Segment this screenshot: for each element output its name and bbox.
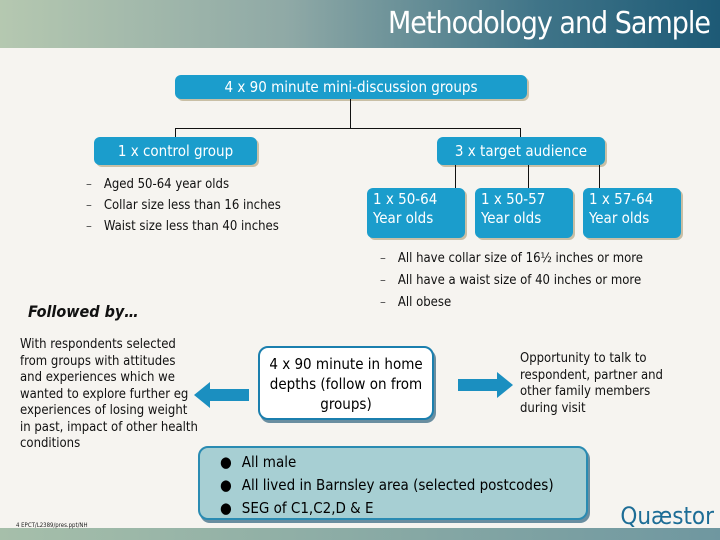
footer-bar bbox=[0, 528, 720, 540]
target-criteria: – All have collar size of 16½ inches or more – All have a waist size of 40 inches or more – All obese bbox=[380, 251, 644, 310]
right-description: Opportunity to talk to respondent, partner and other family members during visit bbox=[520, 351, 663, 416]
left-description: With respondents selected from groups with attitudes and experiences which we wanted to explore further eg experiences of losing weight in past, impact of other health conditions bbox=[20, 337, 198, 451]
bullet-icon: ● bbox=[220, 453, 232, 471]
connector bbox=[455, 165, 456, 188]
connector bbox=[599, 165, 600, 188]
arrow-right-icon bbox=[458, 370, 514, 400]
group-label: Year olds bbox=[481, 209, 542, 227]
criterion: Aged 50-64 year olds bbox=[103, 177, 230, 192]
quaestor-logo: Quæstor bbox=[620, 502, 714, 530]
group-range: 1 x 57-64 bbox=[589, 190, 654, 208]
in-home-depths-box: 4 x 90 minute in home depths (follow on from groups) bbox=[258, 346, 434, 420]
sample-box bbox=[198, 446, 588, 520]
bullet-icon: ● bbox=[220, 476, 232, 494]
slide-title: Methodology and Sample bbox=[387, 6, 710, 41]
connector bbox=[350, 99, 351, 129]
sample-item: SEG of C1,C2,D & E bbox=[241, 499, 374, 517]
target-audience-box: 3 x target audience bbox=[437, 137, 605, 165]
criterion: All have collar size of 16½ inches or more bbox=[397, 251, 644, 266]
footnote: 4 EPCT/L2389/pres.ppt/NH bbox=[16, 522, 88, 529]
criterion: Waist size less than 40 inches bbox=[103, 219, 279, 234]
target-group-box bbox=[475, 188, 573, 238]
arrow-left-icon bbox=[194, 380, 250, 410]
followed-by-heading: Followed by… bbox=[28, 302, 139, 321]
group-range: 1 x 50-57 bbox=[481, 190, 546, 208]
connector bbox=[175, 128, 521, 129]
control-group-box: 1 x control group bbox=[94, 137, 257, 165]
criterion: All have a waist size of 40 inches or more bbox=[397, 273, 642, 288]
criterion: All obese bbox=[397, 295, 452, 310]
top-box: 4 x 90 minute mini-discussion groups bbox=[175, 75, 527, 99]
target-group-box bbox=[367, 188, 465, 238]
group-range: 1 x 50-64 bbox=[373, 190, 438, 208]
sample-item: All male bbox=[241, 453, 297, 471]
criterion: Collar size less than 16 inches bbox=[103, 198, 281, 213]
control-criteria: – Aged 50-64 year olds – Collar size less than 16 inches – Waist size less than 40 inches bbox=[86, 177, 281, 234]
sample-item: All lived in Barnsley area (selected postcodes) bbox=[241, 476, 554, 494]
group-label: Year olds bbox=[589, 209, 650, 227]
bullet-icon: ● bbox=[220, 499, 232, 517]
connector bbox=[528, 165, 529, 188]
group-label: Year olds bbox=[373, 209, 434, 227]
target-group-box bbox=[583, 188, 681, 238]
